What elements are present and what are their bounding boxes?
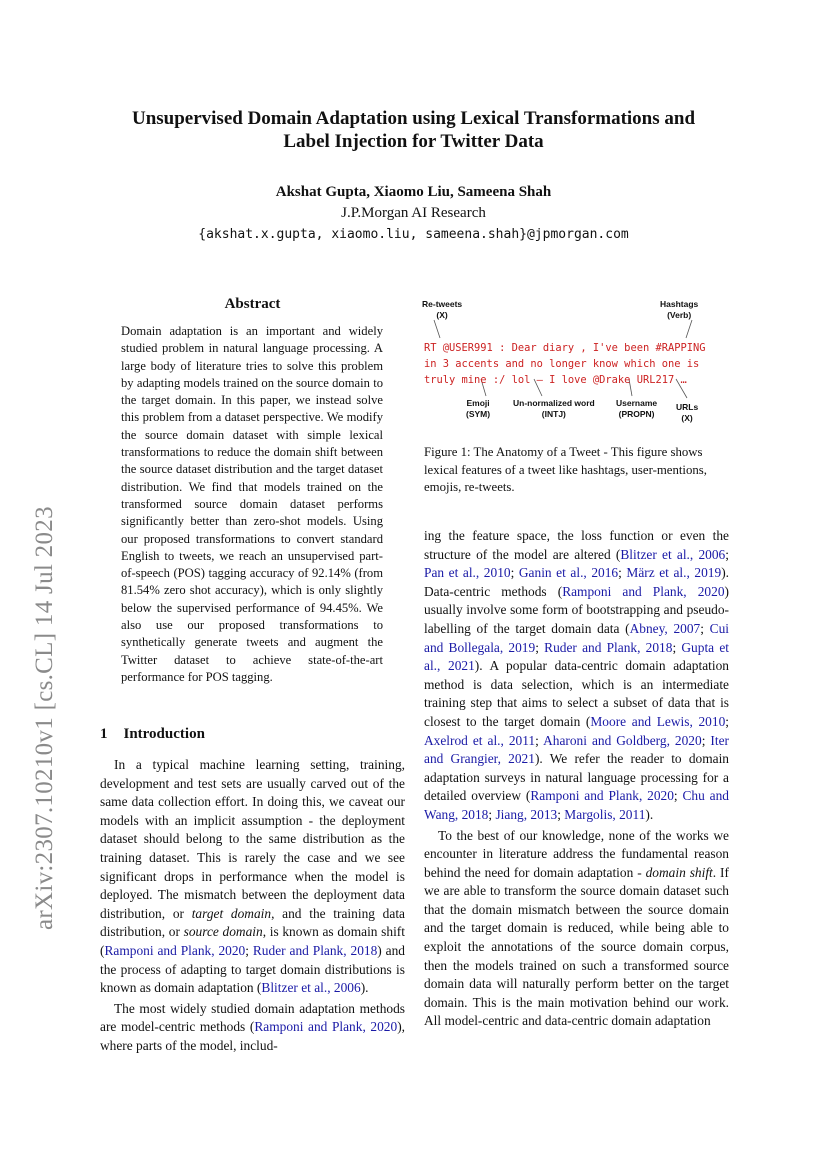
citation-link[interactable]: Margolis, 2011 — [564, 806, 646, 822]
title-line-2: Label Injection for Twitter Data — [283, 131, 544, 152]
term-source-domain: source domain — [183, 924, 263, 940]
term-domain-shift: domain shift — [645, 864, 713, 880]
section-title: Introduction — [123, 726, 205, 742]
citation-link[interactable]: Jiang, 2013 — [495, 806, 558, 822]
title-line-1: Unsupervised Domain Adaptation using Lexical Transformations and — [131, 108, 696, 129]
citation-link[interactable]: Ramponi and Plank, 2020 — [254, 1019, 398, 1035]
author-names: Akshat Gupta, Xiaomo Liu, Sameena Shah — [275, 184, 552, 200]
citation-link[interactable]: März et al., 2019 — [626, 565, 722, 581]
section-number: 1 — [100, 726, 108, 742]
intro-paragraph-3: To the best of our knowledge, none of the works we encounter in literature address the fundamental reason behind the need for domain adaptation - domain shift. If we are able to transform the source domain dataset such that the domain mismatch between the source domain and the target domain is reduced, while being able to exploit the annotations of the source domain corpus, then the models trained on such a transformed source domain data will naturally perform better on the target domain. This is the main motivation behind our work. All model-centric and data-centric domain adaptation — [424, 827, 729, 1029]
pointer-line — [686, 320, 692, 338]
citation-link[interactable]: Pan et al., 2010 — [424, 565, 511, 581]
citation-link[interactable]: Ganin et al., 2016 — [518, 565, 619, 581]
right-column-body — [424, 527, 729, 1031]
citation-link[interactable]: Ramponi and Plank, 2020 — [104, 942, 246, 958]
citation-link[interactable]: Chu and Wang, 2018 — [424, 788, 729, 822]
label-retweets: Re-tweets (X) — [422, 299, 463, 320]
label-unnormalized-word: Un-normalized word (INTJ) — [513, 398, 595, 419]
tweet-line-2: in 3 accents and no longer know which one is — [424, 358, 700, 370]
abstract-heading: Abstract — [224, 296, 281, 312]
citation-link[interactable]: Ramponi and Plank, 2020 — [562, 583, 725, 599]
citation-link[interactable]: Ruder and Plank, 2018 — [544, 639, 673, 655]
figure-tweet-anatomy — [424, 290, 729, 435]
left-column-body — [100, 756, 405, 1056]
label-urls: URLs (X) — [676, 402, 699, 423]
citation-link[interactable]: Iter and Grangier, 2021 — [424, 732, 729, 767]
citation-link[interactable]: Cui and Bollegala, 2019 — [424, 620, 729, 655]
citation-link[interactable]: Gupta et al., 2021 — [424, 639, 729, 674]
tweet-example — [424, 340, 706, 388]
tweet-line-3: truly mine :/ lol – I love @Drake URL217 … — [424, 374, 687, 386]
citation-link[interactable]: Axelrod et al., 2011 — [424, 732, 536, 748]
citation-link[interactable]: Ramponi and Plank, 2020 — [530, 788, 674, 804]
intro-paragraph-2: The most widely studied domain adaptation methods are model-centric methods (Ramponi and Plank, 2020), where parts of the model, includ- — [100, 1000, 405, 1053]
citation-link[interactable]: Blitzer et al., 2006 — [620, 546, 726, 562]
tweet-line-1: RT @USER991 : Dear diary , I've been #RAPPING — [424, 342, 706, 354]
abstract-text: Domain adaptation is an important and widely studied problem in natural language processing. A large body of literature tries to solve this problem by adapting models trained on the source domain to the target domain. In this paper, we instead solve this problem from a dataset perspective. We modify the source domain dataset with simple lexical transformations to reduce the domain shift between the source dataset distribution and the target dataset distribution. We find that models trained on the transformed source domain dataset performs significantly better than zero-shot models. Using our proposed transformations to convert standard English to tweets, we reach an unsupervised part-of-speech (POS) tagging accuracy of 92.14% (from 81.54% zero shot accuracy), which is only slightly below the supervised performance of 94.45%. We also use our proposed transformations to synthetically generate tweets and augment the Twitter dataset to achieve state-of-the-art performance for POS tagging. — [121, 324, 383, 684]
intro-paragraph-2-continued: ing the feature space, the loss function or even the structure of the model are altered (Blitzer et al., 2006; Pan et al., 2010; Ganin et al., 2016; März et al., 2019). Data-centric methods (Ramponi and Plank, 2020) usually involve some form of bootstrapping and pseudo-labelling of the target domain data (Abney, 2007; Cui and Bollegala, 2019; Ruder and Plank, 2018; Gupta et al., 2021). A popular data-centric domain adaptation method is data selection, which is an intermediate training step that aims to select a subset of data that is closest to the target domain (Moore and Lewis, 2010; Axelrod et al., 2011; Aharoni and Goldberg, 2020; Iter and Grangier, 2021). We refer the reader to domain adaptation surveys in natural language processing for a detailed overview (Ramponi and Plank, 2020; Chu and Wang, 2018; Jiang, 2013; Margolis, 2011). — [424, 528, 729, 822]
pointer-line — [434, 320, 440, 338]
arxiv-identifier: arXiv:2307.10210v1 [cs.CL] 14 Jul 2023 — [31, 506, 58, 930]
label-username: Username (PROPN) — [616, 398, 658, 419]
author-emails: {akshat.x.gupta, xiaomo.liu, sameena.shah}@jpmorgan.com — [198, 227, 629, 242]
section-heading-introduction — [100, 726, 205, 743]
citation-link[interactable]: Moore and Lewis, 2010 — [590, 713, 726, 729]
term-target-domain: target domain — [191, 905, 272, 921]
affiliation: J.P.Morgan AI Research — [341, 205, 486, 221]
paper-title — [100, 107, 727, 153]
citation-link[interactable]: Ruder and Plank, 2018 — [252, 942, 378, 958]
author-block — [100, 182, 727, 245]
citation-link[interactable]: Abney, 2007 — [629, 620, 701, 636]
label-hashtags: Hashtags (Verb) — [660, 299, 699, 320]
intro-paragraph-1: In a typical machine learning setting, training, development and test sets are usually carved out of the same data collection effort. In doing this, we caveat our models with an implicit assumption - the deployment dataset should belong to the same distribution as the training dataset. This is rarely the case and we see significant drops in performance when the model is deployed. The mismatch between the deployment data distribution, or target domain, and the training data distribution, or source domain, is known as domain shift (Ramponi and Plank, 2020; Ruder and Plank, 2018) and the process of adapting to target domain distributions is known as domain adaptation (Blitzer et al., 2006). — [100, 757, 405, 996]
figure-caption: Figure 1: The Anatomy of a Tweet - This figure shows lexical features of a tweet like hashtags, user-mentions, emojis, re-tweets. — [424, 445, 707, 494]
citation-link[interactable]: Aharoni and Goldberg, 2020 — [543, 732, 702, 748]
label-emoji: Emoji (SYM) — [466, 398, 491, 419]
citation-link[interactable]: Blitzer et al., 2006 — [261, 980, 361, 996]
